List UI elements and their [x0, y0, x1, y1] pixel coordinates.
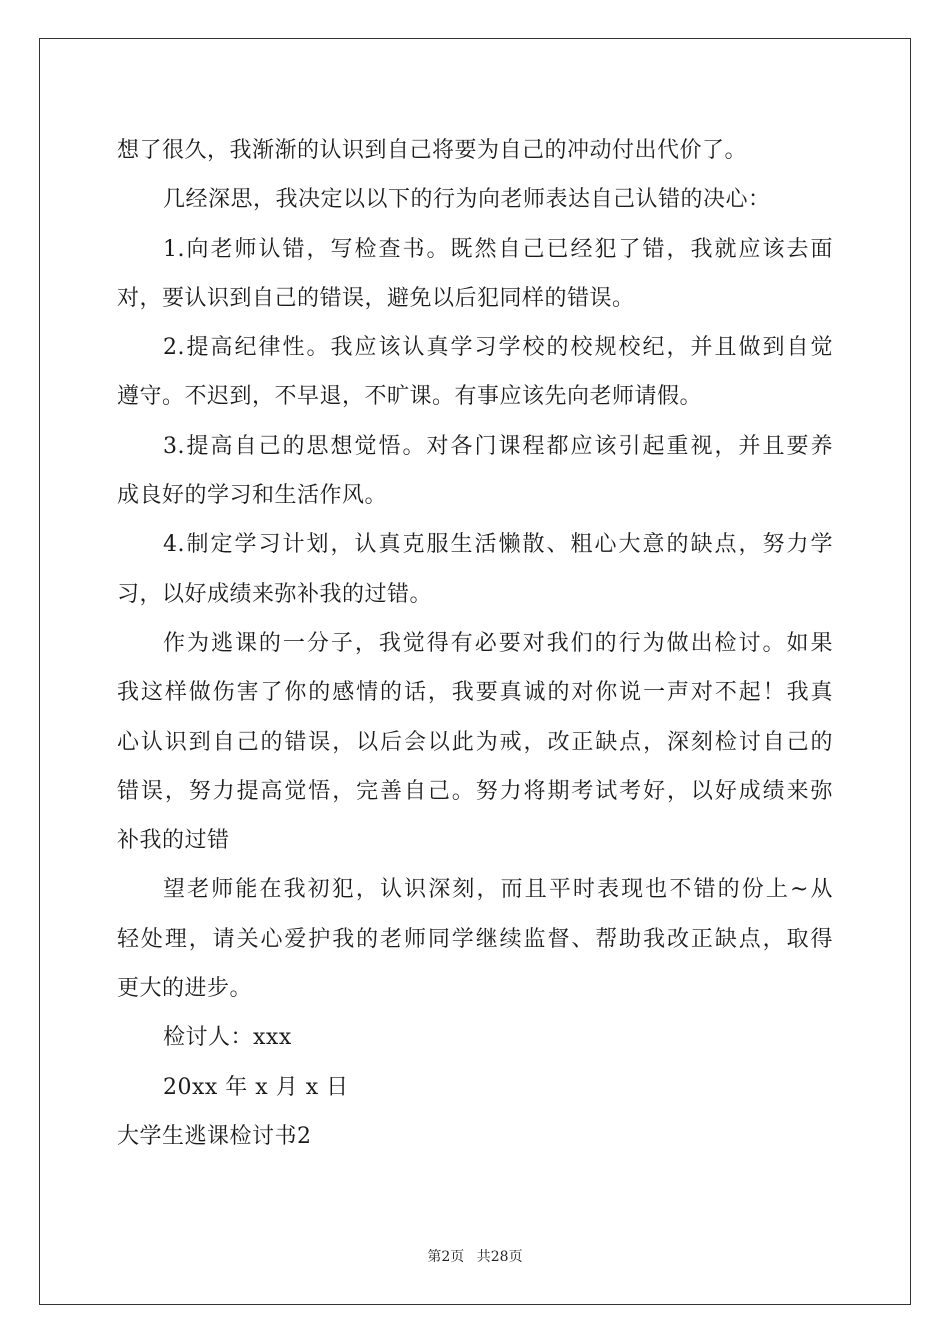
page-total: 共28页 — [476, 1249, 523, 1265]
text-line: 遵守。不迟到，不早退，不旷课。有事应该先向老师请假。 — [117, 384, 703, 410]
document-body — [117, 126, 833, 1161]
text-line: 检讨人：xxx — [163, 1025, 292, 1051]
text-line: 想了很久，我渐渐的认识到自己将要为自己的冲动付出代价了。 — [117, 138, 748, 163]
text-line: 20xx 年 x 月 x 日 — [163, 1074, 349, 1100]
text-line: 补我的过错 — [117, 828, 230, 854]
text-line: 我这样做伤害了你的感情的话，我要真诚的对你说一声对不起！我真 — [117, 680, 833, 706]
page-footer — [0, 1246, 950, 1266]
text-line: 作为逃课的一分子，我觉得有必要对我们的行为做出检讨。如果 — [163, 630, 833, 656]
text-line: 错误，努力提高觉悟，完善自己。努力将期考试考好，以好成绩来弥 — [117, 778, 833, 804]
text-line: 习，以好成绩来弥补我的过错。 — [117, 581, 433, 607]
text-line: 更大的进步。 — [117, 976, 253, 1002]
text-line: 1.向老师认错，写检查书。既然自己已经犯了错，我就应该去面 — [163, 236, 833, 262]
text-line: 2.提高纪律性。我应该认真学习学校的校规校纪，并且做到自觉 — [163, 335, 833, 361]
text-line: 对，要认识到自己的错误，避免以后犯同样的错误。 — [117, 285, 635, 311]
text-line: 轻处理，请关心爱护我的老师同学继续监督、帮助我改正缺点，取得 — [117, 926, 833, 952]
text-line: 望老师能在我初犯，认识深刻，而且平时表现也不错的份上~从 — [163, 877, 833, 903]
text-line: 几经深思，我决定以以下的行为向老师表达自己认错的决心： — [163, 187, 771, 213]
text-line: 大学生逃课检讨书2 — [117, 1123, 312, 1149]
text-line: 3.提高自己的思想觉悟。对各门课程都应该引起重视，并且要养 — [163, 433, 833, 459]
text-line: 成良好的学习和生活作风。 — [117, 483, 388, 509]
text-line: 4.制定学习计划，认真克服生活懒散、粗心大意的缺点，努力学 — [163, 532, 833, 558]
page-number: 第2页 — [427, 1249, 465, 1265]
text-line: 心认识到自己的错误，以后会以此为戒，改正缺点，深刻检讨自己的 — [117, 729, 833, 755]
